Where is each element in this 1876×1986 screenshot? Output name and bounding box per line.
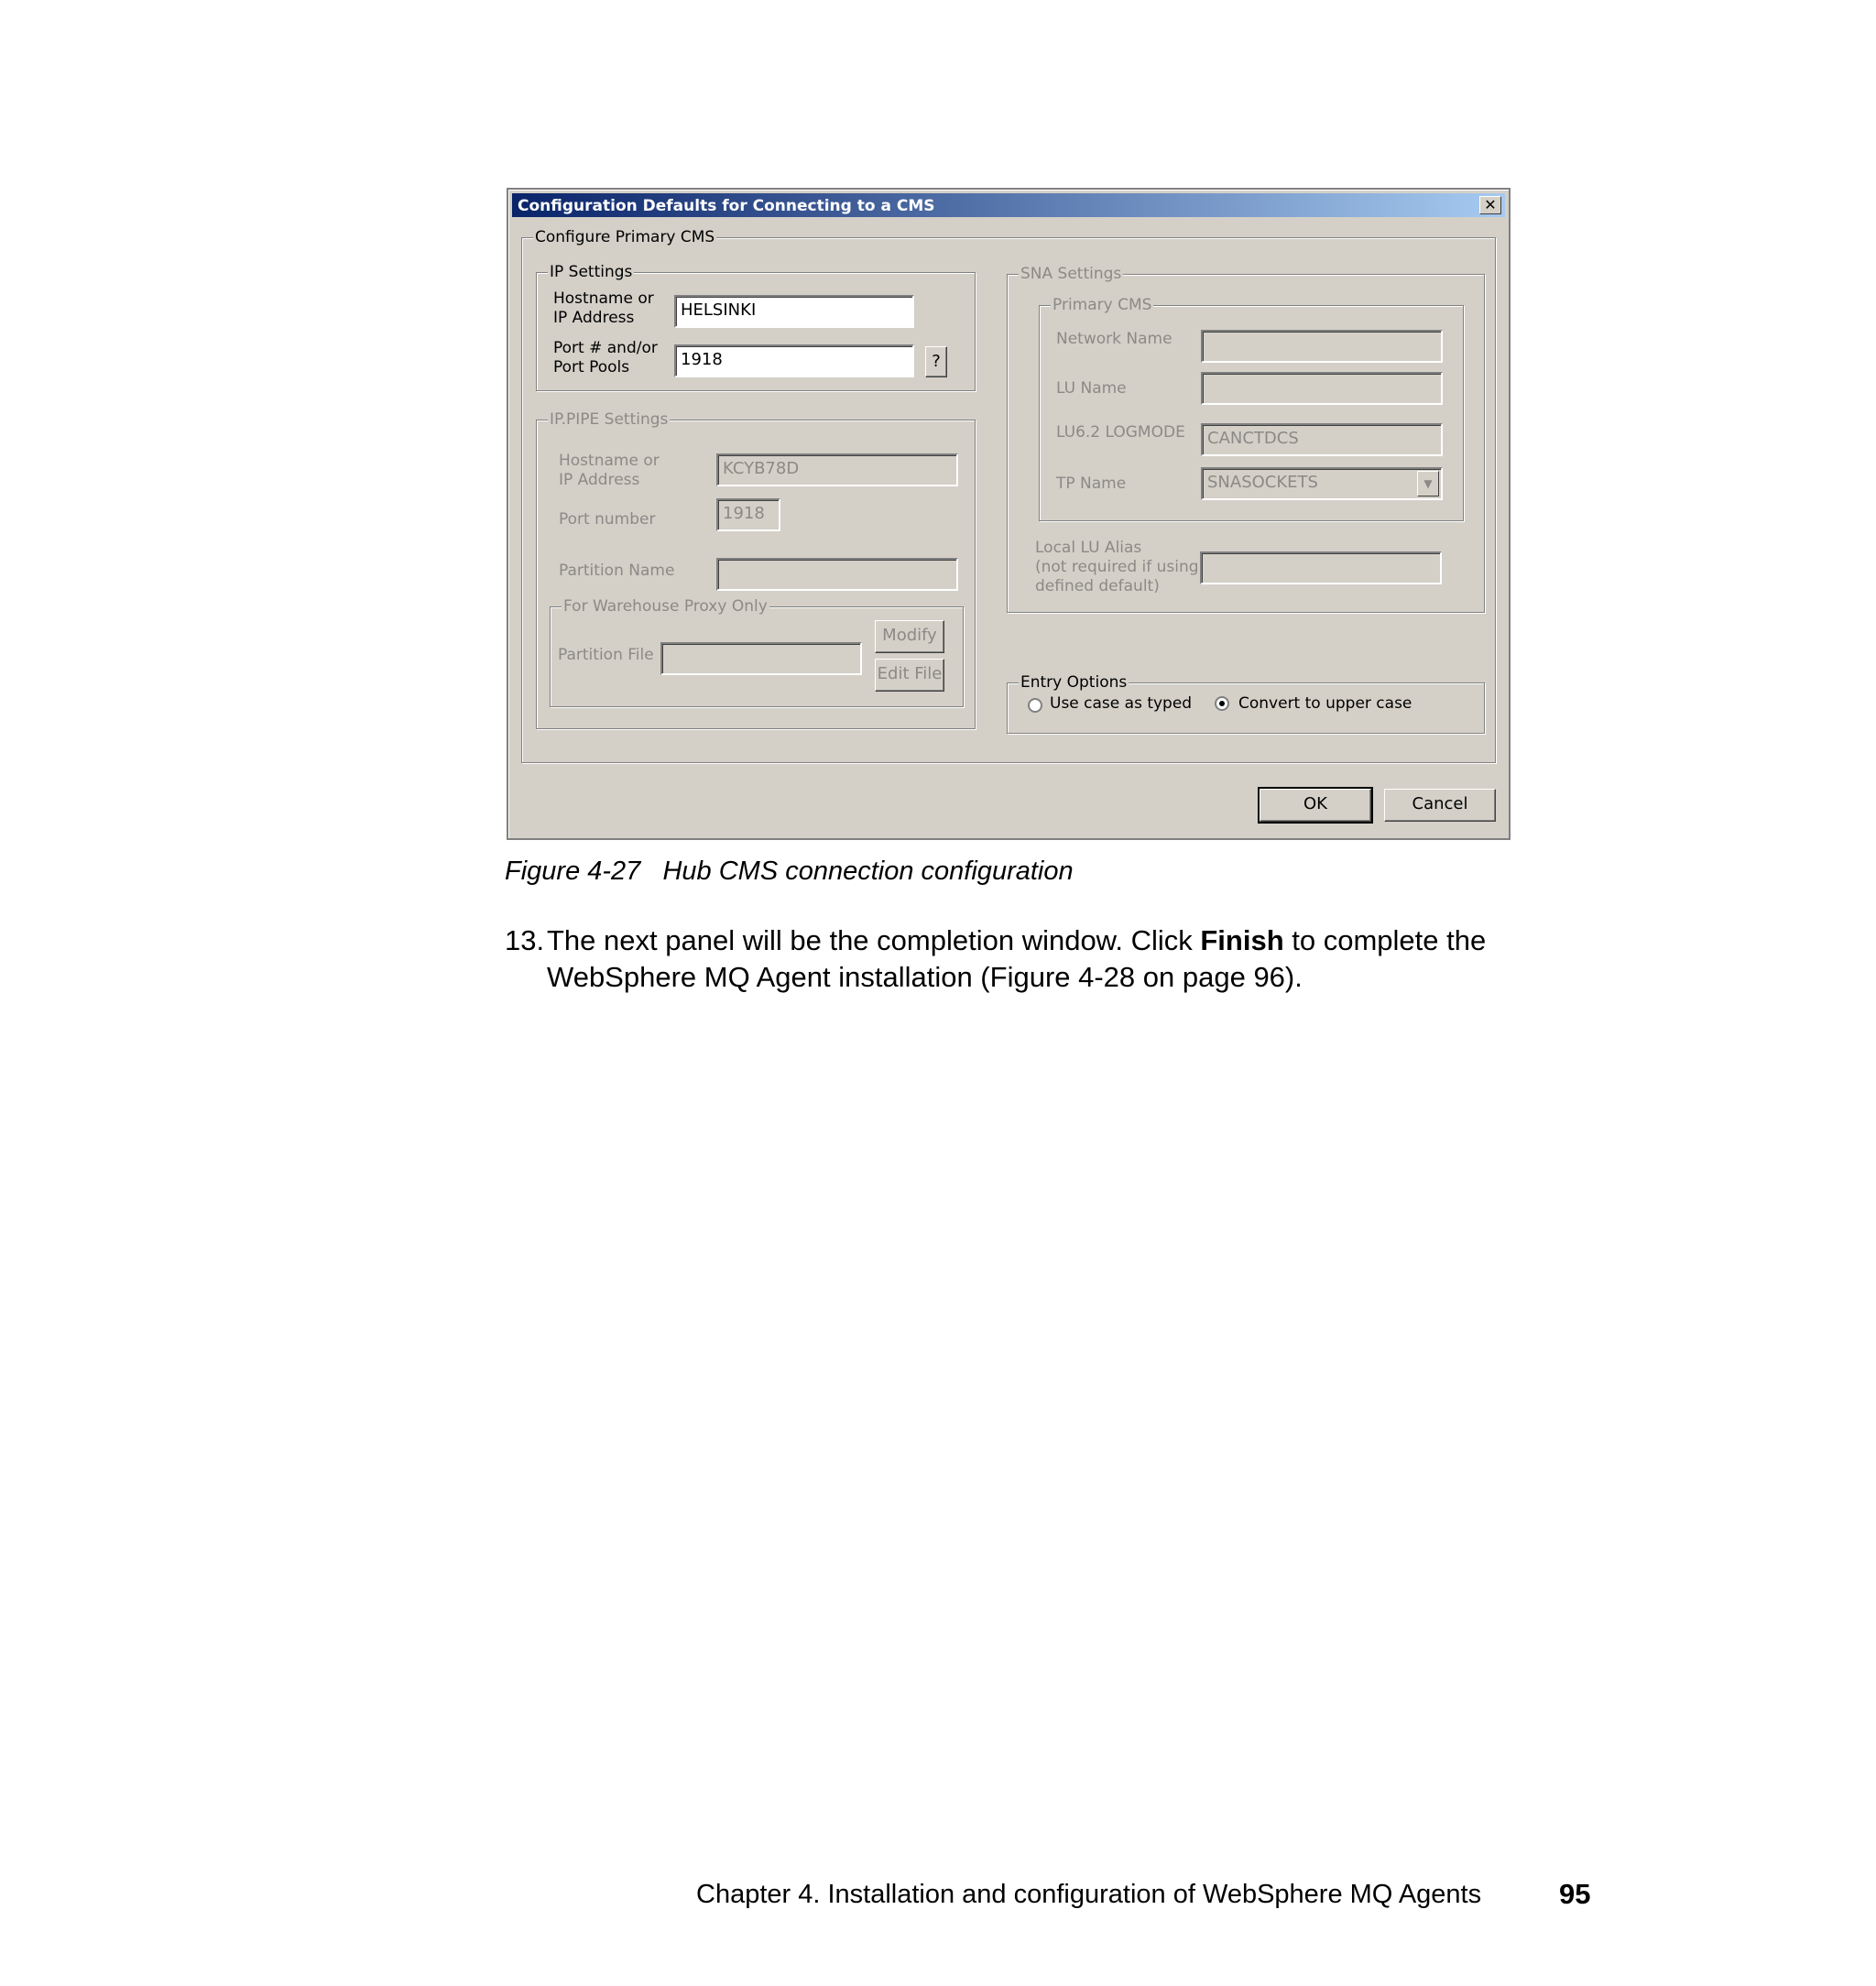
tp-name-select[interactable]	[1201, 467, 1443, 500]
close-icon[interactable]: ✕	[1479, 196, 1501, 214]
sna-settings-group	[1007, 265, 1485, 613]
tp-name-value: SNASOCKETS	[1207, 473, 1318, 492]
figure-caption: Figure 4-27 Hub CMS connection configuration	[505, 857, 1074, 886]
logmode-input[interactable]: CANCTDCS	[1201, 423, 1443, 456]
step-text-line2: WebSphere MQ Agent installation (Figure 4-28 on page 96).	[547, 961, 1303, 993]
step-number: 13.	[505, 924, 545, 956]
step-paragraph	[505, 922, 1604, 996]
pipe-hostname-input[interactable]: KCYB78D	[716, 453, 958, 486]
partition-file-input[interactable]	[660, 642, 862, 675]
partition-name-label: Partition Name	[559, 562, 675, 580]
primary-cms-legend: Primary CMS	[1053, 296, 1152, 314]
hostname-label: Hostname or IP Address	[553, 289, 654, 327]
entry-options-group	[1007, 673, 1485, 734]
local-lu-input[interactable]	[1200, 551, 1442, 584]
modify-button[interactable]: Modify	[875, 620, 944, 653]
use-case-typed-label[interactable]: Use case as typed	[1050, 694, 1193, 713]
port-input[interactable]: 1918	[674, 344, 914, 377]
partition-file-label: Partition File	[558, 646, 654, 664]
edit-file-button[interactable]: Edit File	[875, 659, 944, 692]
local-lu-label: Local LU Alias (not required if using defined default)	[1035, 539, 1199, 595]
configure-primary-legend: Configure Primary CMS	[535, 228, 715, 246]
step-text-bold: Finish	[1200, 924, 1284, 956]
ip-settings-group	[536, 263, 976, 391]
port-help-button[interactable]: ?	[925, 346, 947, 377]
ok-button[interactable]: OK	[1260, 789, 1371, 822]
dialog-title: Configuration Defaults for Connecting to a CMS	[518, 197, 935, 215]
partition-name-input[interactable]	[716, 558, 958, 591]
sna-settings-legend: SNA Settings	[1020, 265, 1122, 283]
ip-pipe-legend: IP.PIPE Settings	[550, 410, 669, 429]
warehouse-group	[550, 597, 964, 707]
convert-upper-radio[interactable]	[1215, 696, 1229, 711]
lu-name-input[interactable]	[1201, 372, 1443, 405]
network-name-label: Network Name	[1056, 330, 1172, 348]
hostname-input[interactable]: HELSINKI	[674, 295, 914, 328]
port-label: Port # and/or Port Pools	[553, 339, 658, 376]
pipe-port-input[interactable]: 1918	[716, 498, 780, 531]
ip-settings-legend: IP Settings	[550, 263, 633, 281]
primary-cms-group	[1039, 296, 1464, 521]
step-text-before: The next panel will be the completion window. Click	[547, 924, 1201, 956]
ip-pipe-group	[536, 410, 976, 729]
use-case-typed-radio[interactable]	[1028, 698, 1042, 713]
page-footer: Chapter 4. Installation and configuration of WebSphere MQ Agents	[696, 1880, 1482, 1909]
network-name-input[interactable]	[1201, 330, 1443, 363]
convert-upper-label[interactable]: Convert to upper case	[1238, 694, 1412, 713]
pipe-hostname-label: Hostname or IP Address	[559, 452, 660, 489]
page-number: 95	[1559, 1878, 1591, 1910]
warehouse-legend: For Warehouse Proxy Only	[563, 597, 768, 616]
config-dialog	[507, 188, 1511, 840]
logmode-label: LU6.2 LOGMODE	[1056, 423, 1185, 442]
cancel-button[interactable]: Cancel	[1384, 789, 1496, 822]
chevron-down-icon[interactable]: ▼	[1417, 471, 1439, 496]
pipe-port-label: Port number	[559, 510, 656, 529]
tp-name-label: TP Name	[1056, 475, 1127, 493]
step-text-after: to complete the	[1283, 924, 1487, 956]
dialog-titlebar	[512, 193, 1505, 217]
lu-name-label: LU Name	[1056, 379, 1127, 398]
entry-options-legend: Entry Options	[1020, 673, 1128, 692]
